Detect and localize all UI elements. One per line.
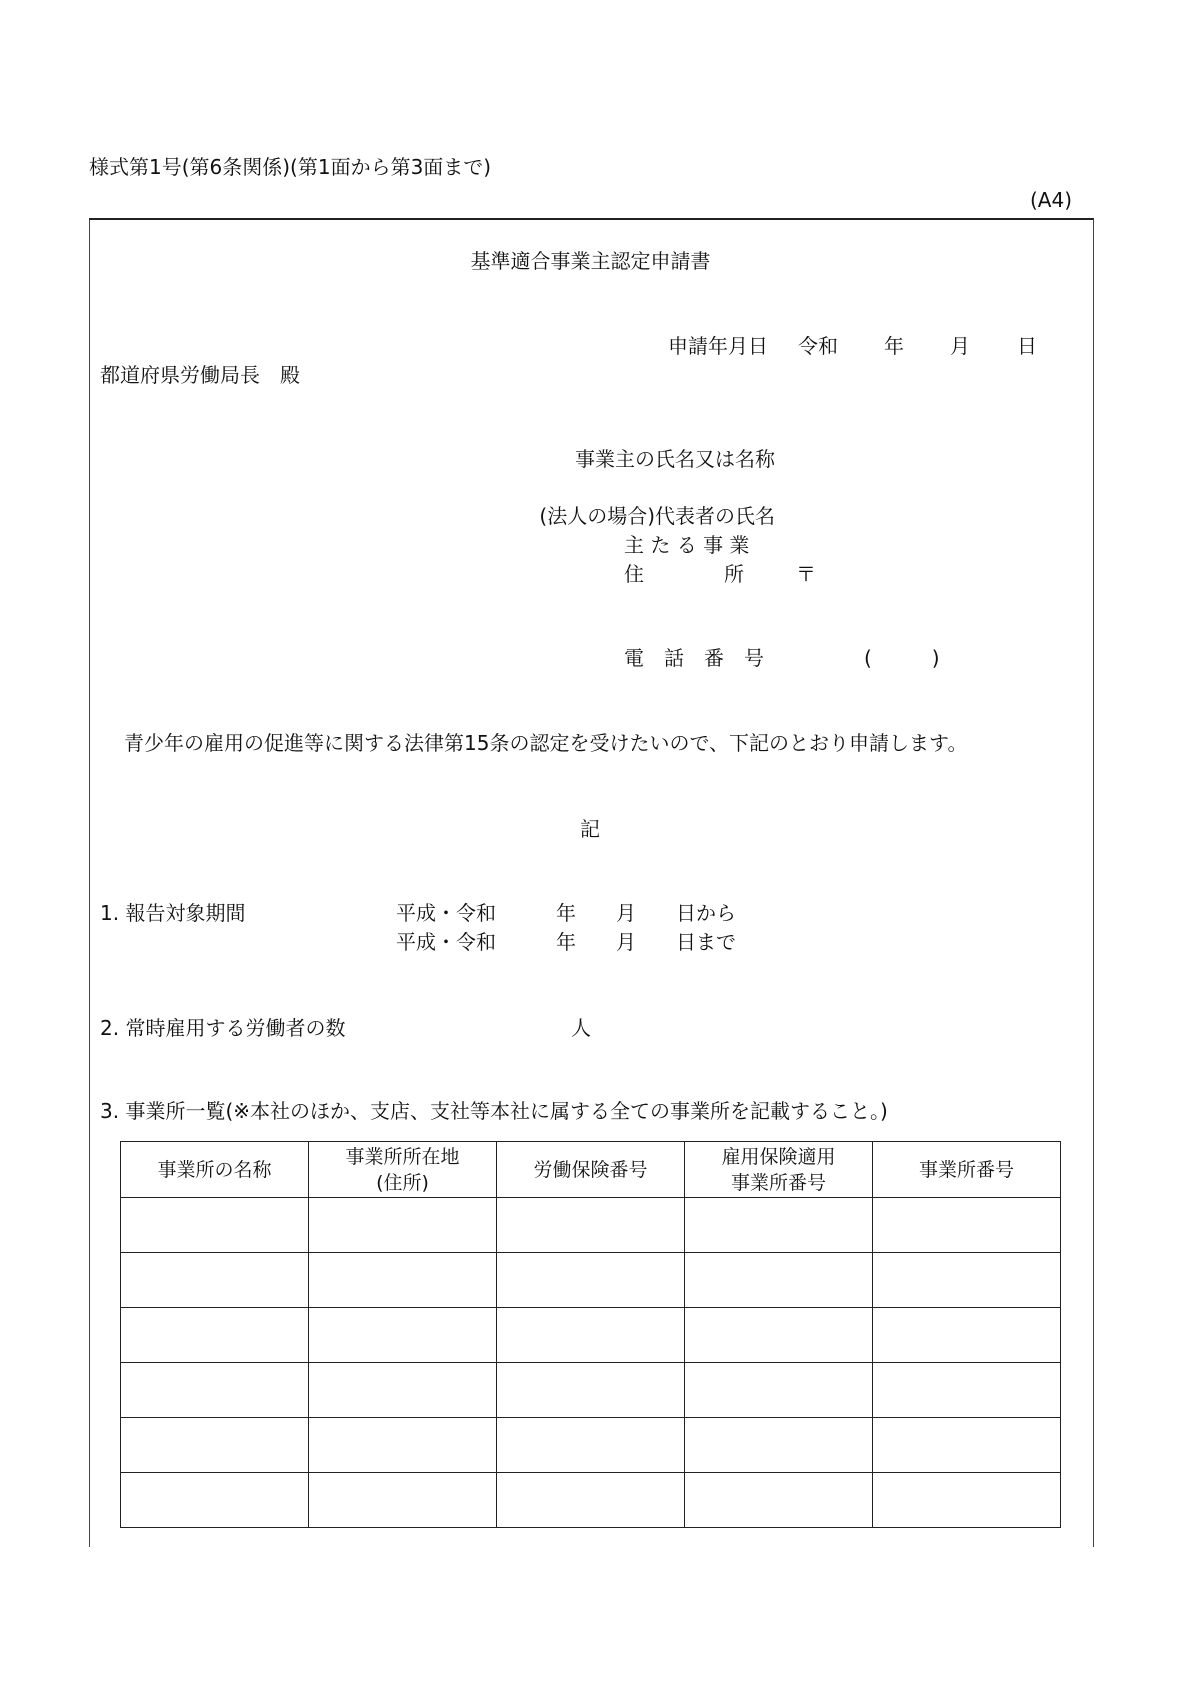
table-cell[interactable] — [497, 1198, 685, 1253]
statement: 青少年の雇用の促進等に関する法律第15条の認定を受けたいので、下記のとおり申請します。 — [124, 731, 968, 755]
table-cell[interactable] — [309, 1253, 497, 1308]
table-cell[interactable] — [685, 1418, 873, 1473]
address-label: 住 所 — [624, 562, 744, 586]
table-cell[interactable] — [685, 1363, 873, 1418]
column-header: 雇用保険適用 事業所番号 — [685, 1142, 873, 1198]
date-label: 申請年月日 — [668, 334, 768, 358]
table-cell[interactable] — [309, 1308, 497, 1363]
table-cell[interactable] — [685, 1308, 873, 1363]
item2-label: 2. 常時雇用する労働者の数 — [100, 1016, 346, 1040]
applicant-name-label: 事業主の氏名又は名称 — [575, 447, 775, 471]
table-cell[interactable] — [497, 1363, 685, 1418]
month-field[interactable]: 月 — [950, 334, 970, 358]
establishment-table — [120, 1141, 1061, 1528]
table-cell[interactable] — [497, 1418, 685, 1473]
phone-field[interactable]: ( ) — [864, 646, 940, 670]
table-cell[interactable] — [873, 1418, 1061, 1473]
period-to[interactable]: 平成・令和 年 月 日まで — [396, 930, 736, 954]
column-header: 事業所の名称 — [121, 1142, 309, 1198]
table-row — [121, 1198, 1061, 1253]
table-cell[interactable] — [309, 1473, 497, 1528]
column-header: 労働保険番号 — [497, 1142, 685, 1198]
table-cell[interactable] — [121, 1253, 309, 1308]
addressee: 都道府県労働局長 殿 — [100, 363, 300, 387]
table-row — [121, 1363, 1061, 1418]
table-cell[interactable] — [685, 1198, 873, 1253]
table-cell[interactable] — [309, 1363, 497, 1418]
table-cell[interactable] — [873, 1473, 1061, 1528]
table-row — [121, 1418, 1061, 1473]
table-cell[interactable] — [685, 1253, 873, 1308]
item3-label: 3. 事業所一覧(※本社のほか、支店、支社等本社に属する全ての事業所を記載すること。) — [100, 1099, 888, 1123]
year-field[interactable]: 年 — [884, 334, 904, 358]
table-cell[interactable] — [497, 1253, 685, 1308]
worker-count-unit: 人 — [571, 1016, 591, 1040]
ki-heading: 記 — [580, 817, 600, 841]
postal-mark: 〒 — [796, 562, 816, 586]
form-title: 基準適合事業主認定申請書 — [470, 249, 711, 273]
table-cell[interactable] — [497, 1473, 685, 1528]
column-header: 事業所番号 — [873, 1142, 1061, 1198]
table-row — [121, 1473, 1061, 1528]
column-header: 事業所所在地 (住所) — [309, 1142, 497, 1198]
table-cell[interactable] — [121, 1418, 309, 1473]
table-cell[interactable] — [873, 1363, 1061, 1418]
era: 令和 — [798, 334, 838, 358]
table-cell[interactable] — [873, 1198, 1061, 1253]
table-cell[interactable] — [873, 1253, 1061, 1308]
table-cell[interactable] — [873, 1308, 1061, 1363]
table-cell[interactable] — [685, 1473, 873, 1528]
phone-label: 電 話 番 号 — [624, 646, 764, 670]
item1-label: 1. 報告対象期間 — [100, 901, 246, 925]
table-row — [121, 1253, 1061, 1308]
table-cell[interactable] — [121, 1198, 309, 1253]
day-field[interactable]: 日 — [1017, 334, 1037, 358]
business-label: 主 た る 事 業 — [624, 533, 750, 557]
table-cell[interactable] — [497, 1308, 685, 1363]
form-number: 様式第1号(第6条関係)(第1面から第3面まで) — [89, 155, 492, 179]
table-cell[interactable] — [309, 1418, 497, 1473]
table-cell[interactable] — [121, 1473, 309, 1528]
table-row — [121, 1308, 1061, 1363]
paper-size: (A4) — [1030, 188, 1073, 212]
representative-label: (法人の場合)代表者の氏名 — [539, 504, 775, 528]
table-cell[interactable] — [121, 1308, 309, 1363]
table-cell[interactable] — [309, 1198, 497, 1253]
period-from[interactable]: 平成・令和 年 月 日から — [396, 901, 736, 925]
table-cell[interactable] — [121, 1363, 309, 1418]
